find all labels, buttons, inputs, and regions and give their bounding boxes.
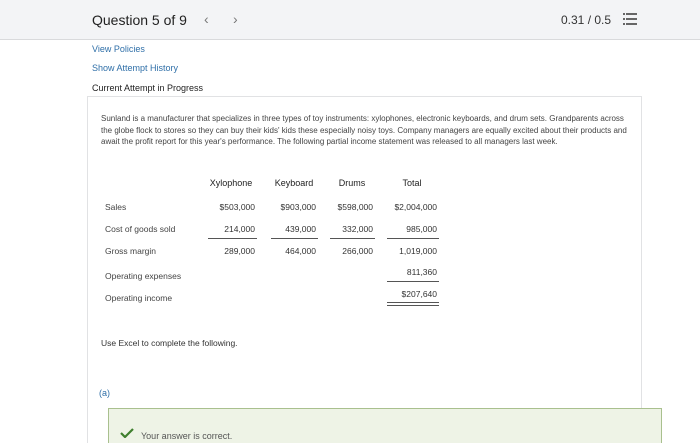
underline-total bbox=[387, 238, 439, 239]
col-header-drums: Drums bbox=[338, 178, 366, 188]
problem-intro: Sunland is a manufacturer that specializes in three types of toy instruments: xylophones, electronic keyboards, and drum sets. Grandparents across the globe flock to stores so they can buy their kids' kids these especially noisy toys. Company managers are equally excited about their products and await the profit report for this year's performance. The following partial income statement was released to all managers last week. bbox=[101, 114, 627, 146]
double-underline-top bbox=[387, 302, 439, 303]
part-a-label: (a) bbox=[99, 388, 110, 398]
cell-sales-keyboard: $903,000 bbox=[280, 202, 316, 212]
current-attempt-label: Current Attempt in Progress bbox=[92, 83, 204, 93]
chevron-left-icon[interactable]: ‹ bbox=[204, 11, 209, 27]
row-label-operating-income: Operating income bbox=[105, 293, 173, 303]
underline-drums bbox=[330, 238, 375, 239]
cell-sales-xylophone: $503,000 bbox=[219, 202, 255, 212]
row-label-cogs: Cost of goods sold bbox=[105, 224, 176, 234]
cell-gm-xylophone: 289,000 bbox=[224, 246, 255, 256]
checkmark-icon bbox=[120, 428, 134, 438]
cell-opinc-total: $207,640 bbox=[401, 289, 437, 299]
use-excel-instruction: Use Excel to complete the following. bbox=[101, 338, 238, 348]
double-underline-bottom bbox=[387, 305, 439, 306]
cell-sales-drums: $598,000 bbox=[337, 202, 373, 212]
score-display: 0.31 / 0.5 bbox=[561, 13, 612, 27]
cell-gm-drums: 266,000 bbox=[342, 246, 373, 256]
question-header bbox=[0, 0, 700, 40]
question-counter: Question 5 of 9 bbox=[92, 12, 187, 28]
attempt-links bbox=[92, 40, 203, 98]
underline-xylophone bbox=[208, 238, 257, 239]
col-header-total: Total bbox=[402, 178, 422, 188]
col-header-xylophone: Xylophone bbox=[209, 178, 253, 188]
row-label-gross-margin: Gross margin bbox=[105, 246, 157, 256]
question-panel bbox=[87, 96, 642, 443]
cell-cogs-xylophone: 214,000 bbox=[224, 224, 255, 234]
show-attempt-history-link[interactable]: Show Attempt History bbox=[92, 63, 179, 73]
row-label-sales: Sales bbox=[105, 202, 127, 212]
cell-gm-total: 1,019,000 bbox=[399, 246, 437, 256]
view-policies-link[interactable]: View Policies bbox=[92, 44, 145, 54]
cell-sales-total: $2,004,000 bbox=[394, 202, 437, 212]
col-header-keyboard: Keyboard bbox=[274, 178, 314, 188]
feedback-text: Your answer is correct. bbox=[141, 431, 233, 441]
underline-keyboard bbox=[271, 238, 318, 239]
cell-opex-total: 811,360 bbox=[406, 267, 437, 277]
chevron-right-icon[interactable]: › bbox=[233, 11, 238, 27]
list-icon[interactable] bbox=[623, 13, 637, 25]
cell-cogs-total: 985,000 bbox=[406, 224, 437, 234]
cell-cogs-keyboard: 439,000 bbox=[285, 224, 316, 234]
underline-opex-total bbox=[387, 281, 439, 282]
row-label-operating-expenses: Operating expenses bbox=[105, 271, 182, 281]
cell-gm-keyboard: 464,000 bbox=[285, 246, 316, 256]
cell-cogs-drums: 332,000 bbox=[342, 224, 373, 234]
